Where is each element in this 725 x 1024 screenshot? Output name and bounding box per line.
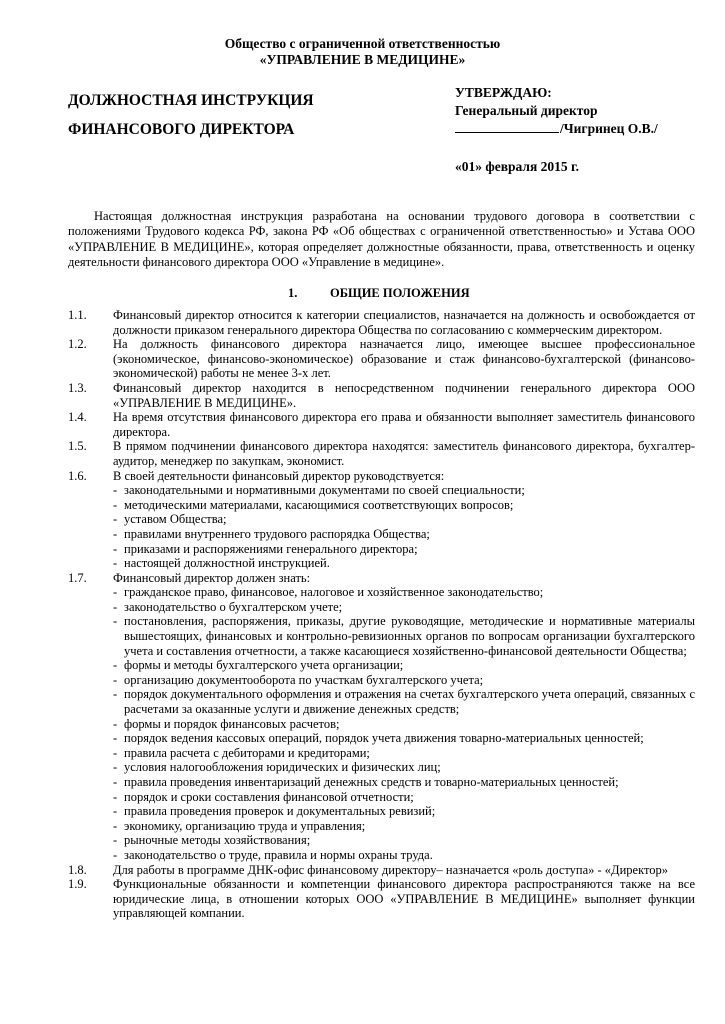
sub-item — [113, 483, 695, 498]
sub-item — [113, 585, 695, 600]
list-item — [68, 337, 695, 381]
sub-item-text: рыночные методы хозяйствования; — [124, 833, 311, 848]
document-title — [68, 86, 314, 144]
item-body — [113, 863, 695, 878]
sub-item-text: формы и порядок финансовых расчетов; — [124, 716, 340, 731]
item-text: Финансовый директор должен знать: — [113, 570, 311, 585]
sub-item-text: формы и методы бухгалтерского учета организации; — [124, 658, 404, 673]
sub-item — [113, 746, 695, 761]
dash-bullet: - — [113, 658, 118, 673]
item-number: 1.1. — [68, 308, 87, 322]
approval-date: «01» февраля 2015 г. — [455, 159, 579, 174]
dash-bullet: - — [113, 483, 118, 498]
sub-item — [113, 717, 695, 732]
sub-item — [113, 498, 695, 513]
sub-item-text: организацию документооборота по участкам бухгалтерского учета; — [124, 672, 484, 687]
item-body — [113, 410, 695, 439]
item-text: В своей деятельности финансовый директор руководствуется: — [113, 468, 445, 483]
section-title: ОБЩИЕ ПОЛОЖЕНИЯ — [330, 286, 470, 300]
dash-bullet: - — [113, 672, 118, 687]
item-number: 1.8. — [68, 862, 87, 877]
item-body — [113, 877, 695, 921]
approver-position: Генеральный директор — [455, 103, 598, 118]
dash-bullet: - — [113, 585, 118, 600]
sub-item-text: условия налогообложения юридических и физических лиц; — [124, 760, 441, 775]
sub-item-text: уставом Общества; — [124, 512, 227, 527]
item-body — [113, 469, 695, 571]
sub-item — [113, 790, 695, 805]
sub-item — [113, 527, 695, 542]
sub-item — [113, 833, 695, 848]
sub-item-text: настоящей должностной инструкцией. — [124, 556, 330, 571]
sub-item-text: правила проведения инвентаризаций денежных средств и товарно-материальных ценностей; — [124, 775, 619, 789]
sub-item-text: порядок документального оформления и отражения на счетах бухгалтерского учета операций, связанных с расчетами за оказанные услуги и движение денежных средств; — [124, 687, 695, 717]
dash-bullet: - — [113, 497, 118, 512]
dash-bullet: - — [113, 541, 118, 556]
sub-item-text: экономику, организацию труда и управления; — [124, 818, 366, 833]
list-item — [68, 877, 695, 921]
document-title-line1: ДОЛЖНОСТНАЯ ИНСТРУКЦИЯ — [68, 92, 314, 109]
item-number: 1.9. — [68, 877, 87, 892]
dash-bullet: - — [113, 731, 118, 746]
dash-bullet: - — [113, 526, 118, 541]
item-text: Для работы в программе ДНК-офис финансовому директору– назначается «роль доступа» - «Директор» — [113, 862, 669, 877]
section-number: 1. — [288, 286, 298, 300]
dash-bullet: - — [113, 847, 118, 862]
approver-name: /Чигринец О.В./ — [560, 121, 658, 136]
organization-header — [0, 36, 725, 68]
item-body — [113, 337, 695, 381]
item-text: Финансовый директор относится к категории специалистов, назначается на должность и освобождается от должности приказом генерального директора Общества по согласованию с коммерческим директором. — [113, 308, 695, 337]
dash-bullet: - — [113, 789, 118, 804]
item-text: В прямом подчинении финансового директора находятся: заместитель финансового директора, бухгалтер-аудитор, менеджер по закупкам, экономист. — [113, 439, 695, 468]
dash-bullet: - — [113, 512, 118, 527]
sub-item-text: правила расчета с дебиторами и кредиторами; — [124, 745, 370, 760]
sub-item-text: постановления, распоряжения, приказы, другие руководящие, методические и нормативные материалы вышестоящих, финансовых и контрольно-ревизионных органов по вопросам организации бухгалтерского учета и составления отчетности, а также касающиеся хозяйственно-финансовой деятельности Общества; — [124, 614, 695, 658]
item-number: 1.3. — [68, 380, 87, 395]
sub-item-text: правилами внутреннего трудового распорядка Общества; — [124, 526, 430, 541]
sub-item — [113, 819, 695, 834]
sub-item — [113, 600, 695, 615]
list-item — [68, 469, 695, 571]
dash-bullet: - — [113, 775, 118, 789]
item-number: 1.2. — [68, 337, 87, 352]
item-number: 1.5. — [68, 439, 87, 454]
item-body — [113, 308, 695, 337]
dash-bullet: - — [113, 818, 118, 833]
sub-item — [113, 614, 695, 658]
sub-item — [113, 673, 695, 688]
dash-bullet: - — [113, 833, 118, 848]
sub-item-text: приказами и распоряжениями генерального директора; — [124, 541, 418, 556]
document-title-line2: ФИНАНСОВОГО ДИРЕКТОРА — [68, 121, 295, 138]
sub-item — [113, 512, 695, 527]
sub-item — [113, 658, 695, 673]
general-provisions-list — [68, 308, 695, 921]
intro-paragraph: Настоящая должностная инструкция разработана на основании трудового договора в соответствии с положениями Трудового кодекса РФ, закона РФ «Об обществах с ограниченной ответственностью» и Устава ООО «УПРАВЛЕНИЕ В МЕДИЦИНЕ», которая определяет должностные обязанности, права, ответственность и оценку деятельности финансового директора ООО «Управление в медицине». — [68, 209, 695, 270]
item-text: На время отсутствия финансового директора его права и обязанности выполняет заместитель финансового директора. — [113, 410, 695, 439]
dash-bullet: - — [113, 804, 118, 819]
sub-item — [113, 775, 695, 790]
sub-item — [113, 804, 695, 819]
sub-item — [113, 687, 695, 716]
list-item — [68, 439, 695, 468]
sub-item-text: законодательство о труде, правила и нормы охраны труда. — [124, 847, 433, 862]
dash-bullet: - — [113, 614, 118, 629]
sub-item — [113, 731, 695, 746]
item-body — [113, 381, 695, 410]
approval-block — [455, 84, 658, 176]
dash-bullet: - — [113, 599, 118, 614]
sub-item-text: порядок и сроки составления финансовой отчетности; — [124, 789, 414, 804]
sub-item-text: методическими материалами, касающимися соответствующих вопросов; — [124, 497, 514, 512]
list-item — [68, 571, 695, 863]
item-text: Финансовый директор находится в непосредственном подчинении генерального директора ООО «УПРАВЛЕНИЕ В МЕДИЦИНЕ». — [113, 380, 695, 410]
sub-item — [113, 848, 695, 863]
item-text: На должность финансового директора назначается лицо, имеющее высшее профессиональное (экономическое, финансово-экономическое) образование и стаж финансово-бухгалтерской (финансово-экономической) работы не менее 3-х лет. — [113, 337, 695, 381]
organization-type: Общество с ограниченной ответственностью — [224, 36, 501, 51]
list-item — [68, 381, 695, 410]
signature-line — [455, 120, 559, 133]
sub-item — [113, 542, 695, 557]
approval-heading: УТВЕРЖДАЮ: — [455, 85, 552, 100]
dash-bullet: - — [113, 687, 118, 702]
list-item — [68, 863, 695, 878]
sub-item-text: законодательство о бухгалтерском учете; — [124, 599, 343, 614]
item-number: 1.6. — [68, 468, 87, 483]
item-body — [113, 439, 695, 468]
item-number: 1.4. — [68, 410, 87, 425]
sub-item-text: порядок ведения кассовых операций, порядок учета движения товарно-материальных ценностей; — [124, 731, 644, 746]
sub-item — [113, 760, 695, 775]
dash-bullet: - — [113, 745, 118, 760]
dash-bullet: - — [113, 760, 118, 775]
dash-bullet: - — [113, 716, 118, 731]
sub-item-text: правила проведения проверок и документальных ревизий; — [124, 804, 436, 819]
item-text: Функциональные обязанности и компетенции финансового директора распространяются также на все юридические лица, в отношении которых ООО «УПРАВЛЕНИЕ В МЕДИЦИНЕ» выполняет функции управляющей компании. — [113, 877, 695, 921]
sub-item-text: законодательными и нормативными документами по своей специальности; — [124, 483, 525, 498]
sub-item — [113, 556, 695, 571]
list-item — [68, 410, 695, 439]
organization-name: «УПРАВЛЕНИЕ В МЕДИЦИНЕ» — [259, 52, 466, 67]
list-item — [68, 308, 695, 337]
item-body — [113, 571, 695, 863]
sub-item-text: гражданское право, финансовое, налоговое и хозяйственное законодательство; — [124, 585, 544, 600]
dash-bullet: - — [113, 556, 118, 571]
item-number: 1.7. — [68, 570, 87, 585]
approver-signature — [455, 120, 658, 138]
